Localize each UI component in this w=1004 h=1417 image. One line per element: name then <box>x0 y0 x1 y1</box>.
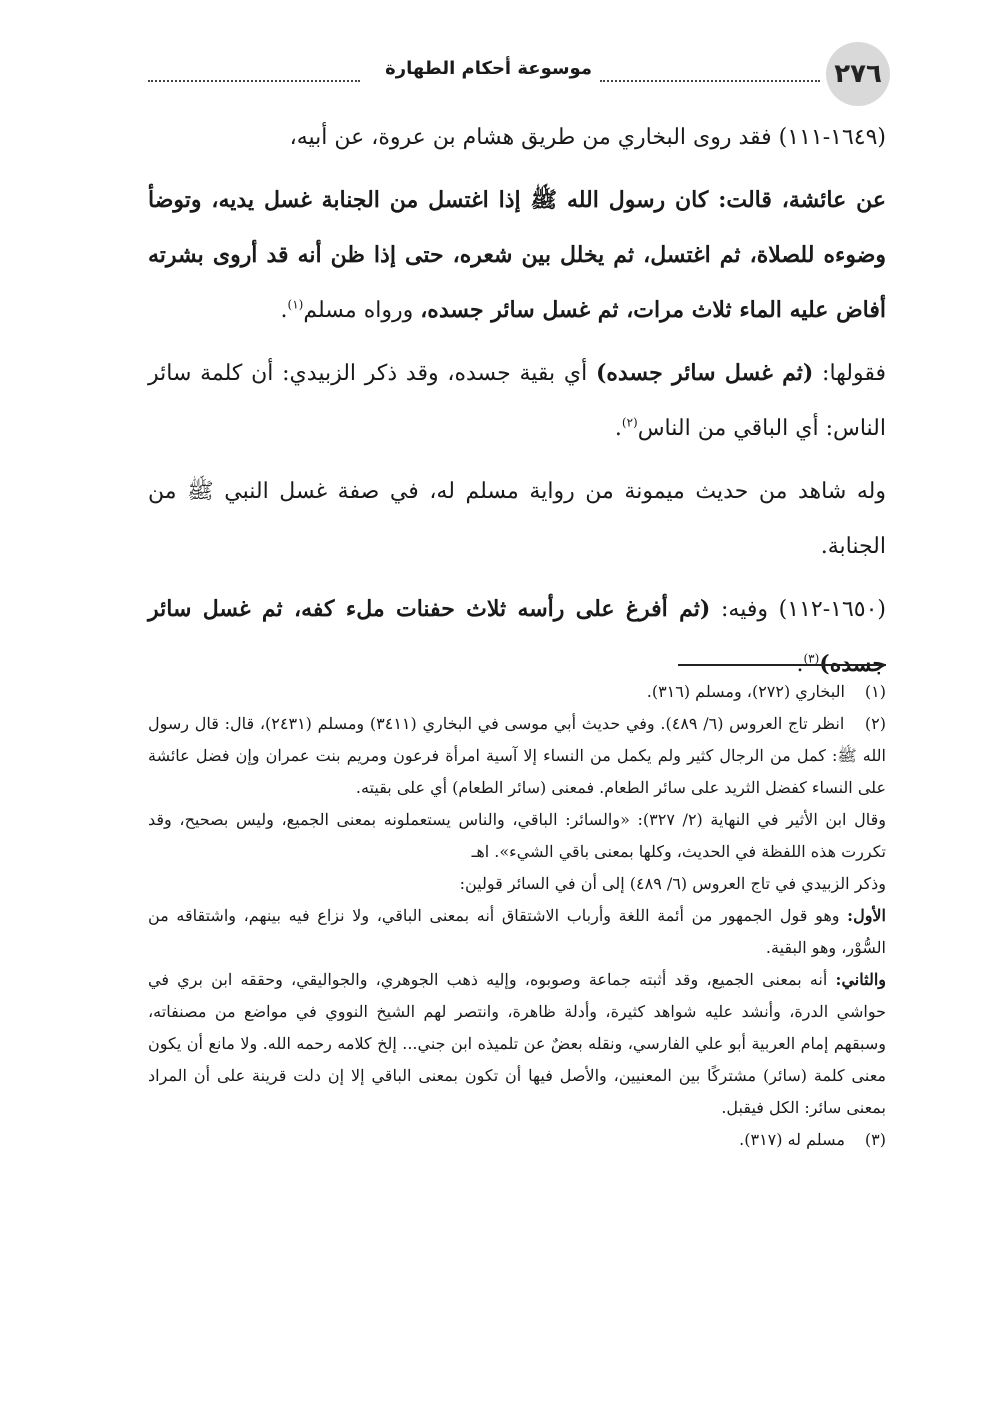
footnote-1-number: (١) <box>864 682 886 701</box>
footnote-ref-2[interactable]: (٢) <box>621 415 638 430</box>
footnote-2-text: انظر تاج العروس (٦/ ٤٨٩). وفي حديث أبي موسى في البخاري (٣٤١١) ومسلم (٢٤٣١)، قال: قال رسول الله ﷺ: كمل من الرجال كثير ولم يكمل من النساء إلا آسية امرأة فرعون ومريم بنت عمران وإن فضل عائشة على النساء كفضل الثريد على سائر الطعام. فمعنى (سائر الطعام) أي على بقيته. <box>148 714 886 797</box>
explanation-lead: فقولها: <box>822 361 887 386</box>
footnote-2 <box>148 708 886 804</box>
paragraph-explanation: فقولها: (ثم غسل سائر جسده) أي بقية جسده، وقد ذكر الزبيدي: أن كلمة سائر الناس: أي الباقي من الناس$^{(٢)}$. <box>148 360 887 441</box>
footnote-3-text: مسلم له (٣١٧). <box>739 1130 845 1149</box>
footnote-3 <box>148 1124 886 1156</box>
paragraph-hadith-1650: (١٦٥٠-١١٢) وفيه: (ثم أفرغ على رأسه ثلاث حفنات ملء كفه، ثم غسل سائر جسده)$^{(٣)}$. <box>148 596 887 677</box>
main-text <box>148 110 886 692</box>
second-opinion-label: والثاني: <box>835 970 886 989</box>
paragraph-aisha-narration: عن عائشة، قالت: كان رسول الله ﷺ إذا اغتسل من الجنابة غسل يديه، وتوضأ وضوءه للصلاة، ثم اغتسل، ثم يخلل بين شعره، حتى إذا ظن أنه قد أروى بشرته أفاض عليه الماء ثلاث مرات، ثم غسل سائر جسده، ورواه مسلم$^{(١)}$. <box>148 187 886 323</box>
footnote-ref-1[interactable]: (١) <box>287 297 304 312</box>
maymuna-witness-text: وله شاهد من حديث ميمونة من رواية مسلم له، في صفة غسل النبي ﷺ من الجنابة. <box>148 479 886 559</box>
first-opinion-text: وهو قول الجمهور من أئمة اللغة وأرباب الاشتقاق أنه بمعنى الباقي، ولا نزاع فيه بينهم، واشتقاقه من السُّوْر، وهو البقية. <box>148 906 886 957</box>
header-dotted-rule-right <box>600 80 820 82</box>
footnote-2-number: (٢) <box>864 714 887 733</box>
aisha-narration-bold: عن عائشة، قالت: كان رسول الله ﷺ إذا اغتسل من الجنابة غسل يديه، وتوضأ وضوءه للصلاة، ثم اغتسل، ثم يخلل بين شعره، حتى إذا ظن أنه قد أروى بشرته أفاض عليه الماء ثلاث مرات، ثم غسل سائر جسده، <box>148 187 886 323</box>
footnote-ref-3[interactable]: (٣) <box>803 651 820 666</box>
first-opinion-label: الأول: <box>847 906 886 925</box>
footnote-3-number: (٣) <box>864 1130 886 1149</box>
second-opinion-text: أنه بمعنى الجميع، وقد أثبته جماعة وصوبوه، وإليه ذهب الجوهري، والجواليقي، وحققه ابن بري في حواشي الدرة، وأنشد عليه شواهد كثيرة، وأدلة ظاهرة، وانتصر لهم الشيخ النووي في مواضع من مصنفاته، وسبقهم إمام العربية أبو علي الفارسي، ونقله بعضٌ عن تلميذه ابن جني... إلخ كلامه رحمه الله. ولا مانع أن يكون معنى كلمة (سائر) مشتركًا بين المعنيين، والأصل فيها أن تكون بمعنى الباقي إلا إن دلت قرينة على أن المراد بمعنى سائر: الكل فيقبل. <box>148 970 886 1117</box>
explanation-rest: أي بقية جسده، وقد ذكر الزبيدي: أن كلمة سائر الناس: أي الباقي من الناس <box>148 361 886 441</box>
narration-source: ورواه مسلم <box>303 298 414 323</box>
footnotes <box>148 676 886 1156</box>
footnote-2-zabidi <box>148 868 886 900</box>
footnote-2-zabidi-text: وذكر الزبيدي في تاج العروس (٦/ ٤٨٩) إلى أن في السائر قولين: <box>459 874 886 893</box>
footnote-2-ibn-athir-text: وقال ابن الأثير في النهاية (٢/ ٣٢٧): «والسائر: الباقي، والناس يستعملونه بمعنى الجميع، وليس بصحيح، وقد تكررت هذه اللفظة في الحديث، وكلها بمعنى باقي الشيء». اهـ <box>148 810 887 861</box>
running-title: موسوعة أحكام الطهارة <box>385 58 592 79</box>
page-header <box>148 42 890 106</box>
footnote-2-second-opinion <box>148 964 886 1124</box>
header-dotted-rule-left <box>148 80 360 82</box>
footnote-separator <box>678 664 886 666</box>
footnote-1 <box>148 676 886 708</box>
hadith-intro-text: (١٦٤٩-١١١) فقد روى البخاري من طريق هشام بن عروة، عن أبيه، <box>289 125 886 150</box>
hadith-1650-quote-bold: (ثم أفرغ على رأسه ثلاث حفنات ملء كفه، ثم غسل سائر جسده) <box>148 596 886 677</box>
hadith-1650-lead: (١٦٥٠-١١٢) وفيه: <box>721 597 887 622</box>
footnote-2-first-opinion <box>148 900 886 964</box>
paragraph-maymuna-witness <box>148 464 886 574</box>
paragraph-hadith-1649 <box>148 110 886 165</box>
page-number: ٢٧٦ <box>826 42 890 106</box>
explanation-quote-bold: (ثم غسل سائر جسده) <box>596 360 814 386</box>
footnote-2-ibn-athir <box>148 804 886 868</box>
footnote-1-text: البخاري (٢٧٢)، ومسلم (٣١٦). <box>646 682 845 701</box>
